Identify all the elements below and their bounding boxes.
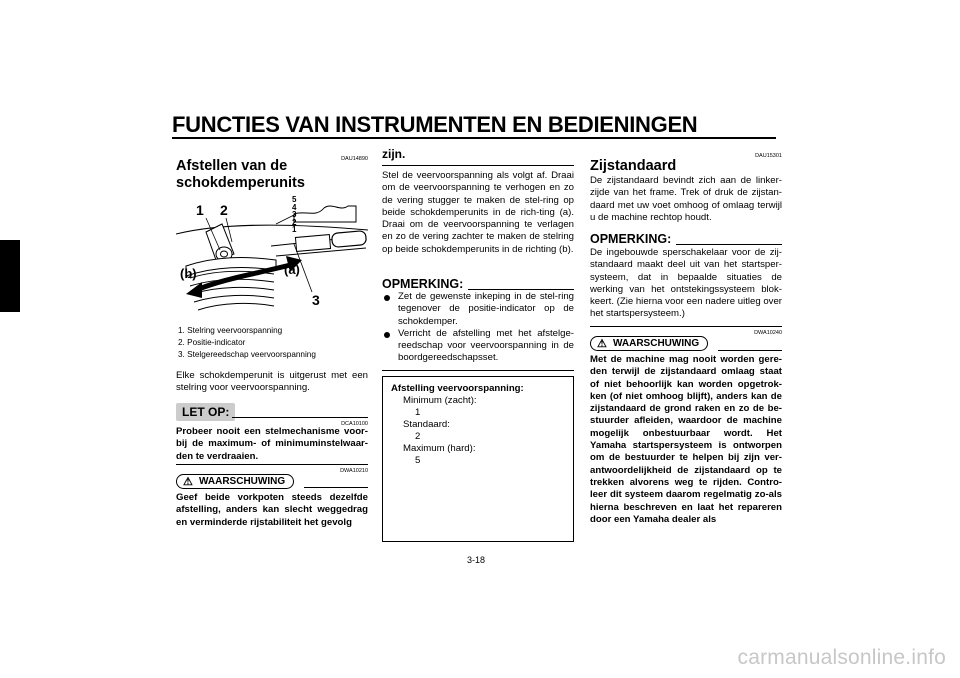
note-bullets — [382, 291, 574, 365]
warning-text: Geef beide vorkpoten steeds dezelfde afstelling, anders kan slecht weggedrag en verminderde rijstabiliteit het gevolg — [176, 492, 368, 528]
warning-code: DWA10240 — [754, 330, 782, 336]
warning-label-box — [176, 474, 294, 489]
section-code: DAU15301 — [755, 153, 782, 159]
caution-label: LET OP: — [176, 403, 235, 421]
intro-paragraph: Elke schokdemperunit is uitgerust met een stelring voor veervoorspanning. — [176, 370, 368, 394]
caution-text: Probeer nooit een stelmechanisme voor-bij de maximum- of minimuminstelwaar-den te verdraaien. — [176, 426, 368, 462]
caption-item: 2. Positie-indicator — [178, 338, 246, 347]
caution-code: DCA10100 — [341, 421, 368, 427]
scale-numbers — [292, 196, 296, 234]
note-label: OPMERKING: — [590, 232, 672, 246]
note-text: De ingebouwde sperschakelaar voor de zij-standaard maakt deel uit van het startsper-systeem, dat in bepaalde situaties de werking van het ontstekingssysteem blok-keert. (Zie hierna voor een nadere uitleg over het startspersysteem.) — [590, 247, 782, 320]
adjust-paragraph: Stel de veervoorspanning als volgt af. Draai om de veervoorspanning te verhogen en zo de vering stugger te maken de stel-ring op beide schokdemperunits in de rich-ting (a). Draai om de veervoorspanning te verlagen en zo de vering zachter te maken de stelring op beide schokdemperunits in de richting (b). — [382, 170, 574, 255]
bullet-text: Verricht de afstelling met het afstelge-reedschap voor veervoorspanning in de boordgereedschapsset. — [398, 327, 574, 364]
page-number: 3-18 — [467, 555, 486, 565]
callout-1: 1 — [196, 202, 204, 218]
chapter-number: 3 — [2, 266, 9, 280]
spec-min-label: Minimum (zacht): — [403, 395, 477, 406]
spec-min-value: 1 — [415, 407, 421, 418]
scale-number: 2 — [292, 217, 297, 227]
scale-number: 1 — [292, 225, 297, 234]
spec-std-label: Standaard: — [403, 419, 450, 430]
caption-item: 1. Stelring veervoorspanning — [178, 326, 283, 335]
callout-b: (b) — [180, 266, 197, 281]
col2-top-rule — [382, 165, 574, 166]
caption-item: 3. Stelgereedschap veervoorspanning — [178, 350, 316, 359]
warning-rule — [718, 350, 782, 351]
section-title: Zijstandaard — [590, 158, 677, 174]
warning-label-box — [590, 336, 708, 351]
caution-end-rule — [176, 464, 368, 465]
page-header-title: FUNCTIES VAN INSTRUMENTEN EN BEDIENINGEN — [172, 112, 698, 137]
figure-captions — [178, 325, 368, 361]
note-end-rule — [382, 370, 574, 371]
scale-number: 3 — [292, 210, 297, 219]
bullet-text: Zet de gewenste inkeping in de stel-ring tegenover de positie-indicator op de schokdemper. — [398, 291, 574, 327]
warning-label: WAARSCHUWING — [199, 476, 286, 487]
note-rule — [468, 289, 574, 290]
watermark: carmanualsonline.info — [737, 646, 946, 669]
section-code: DAU14890 — [341, 156, 368, 162]
spec-max-label: Maximum (hard): — [403, 443, 476, 454]
spec-max-value: 5 — [415, 455, 421, 466]
warning-rule — [304, 487, 368, 488]
warning-triangle-icon: ⚠ — [183, 476, 193, 488]
spec-title: Afstelling veervoorspanning: — [391, 383, 524, 394]
callout-a: (a) — [284, 262, 300, 277]
warning-label: WAARSCHUWING — [613, 338, 700, 349]
scale-number: 4 — [292, 202, 297, 212]
bullet-item — [382, 328, 574, 365]
header-rule — [172, 137, 776, 139]
warning-text: Met de machine mag nooit worden gere-den terwijl de zijstandaard omlaag staat of niet behoorlijk kan worden opgetrok-ken (of niet omhoog blijft), anders kan de zijstandaard de grond raken en zo de be-stuurder afleiden, waardoor de machine mogelijk onbestuurbaar wordt. Het Yamaha startspersysteem is ontworpen om de bestuurder te helpen bij zijn ver-antwoordelijkheid de zijstandaard op te trekken alvorens weg te rijden. Contro-leer dit systeem daarom regelmatig zo-als hierna beschreven en laat het repareren door een Yamaha dealer als — [590, 354, 782, 525]
shock-absorber-figure — [176, 194, 368, 322]
bullet-dot — [384, 295, 390, 301]
callout-3: 3 — [312, 292, 320, 308]
sidestand-paragraph: De zijstandaard bevindt zich aan de linker-zijde van het frame. Trek of druk de zijstan-daard met uw voet omhoog of omlaag terwijl u de machine rechtop houdt. — [590, 175, 782, 223]
bullet-dot — [384, 332, 390, 338]
spec-std-value: 2 — [415, 431, 421, 442]
section-title — [176, 158, 366, 192]
caution-rule — [232, 417, 368, 418]
scale-number: 5 — [292, 195, 297, 204]
section-title-line: schokdemperunits — [176, 175, 305, 191]
note-end-rule — [590, 326, 782, 327]
continued-text: zijn. — [382, 147, 406, 161]
callout-2: 2 — [220, 202, 228, 218]
section-title-line: Afstellen van de — [176, 158, 288, 174]
bullet-item — [382, 291, 574, 328]
warning-triangle-icon: ⚠ — [597, 338, 607, 350]
spec-box — [382, 376, 574, 542]
warning-code: DWA10210 — [340, 468, 368, 474]
note-rule — [676, 244, 782, 245]
shock-absorber-illustration — [176, 194, 368, 322]
note-label: OPMERKING: — [382, 277, 464, 291]
